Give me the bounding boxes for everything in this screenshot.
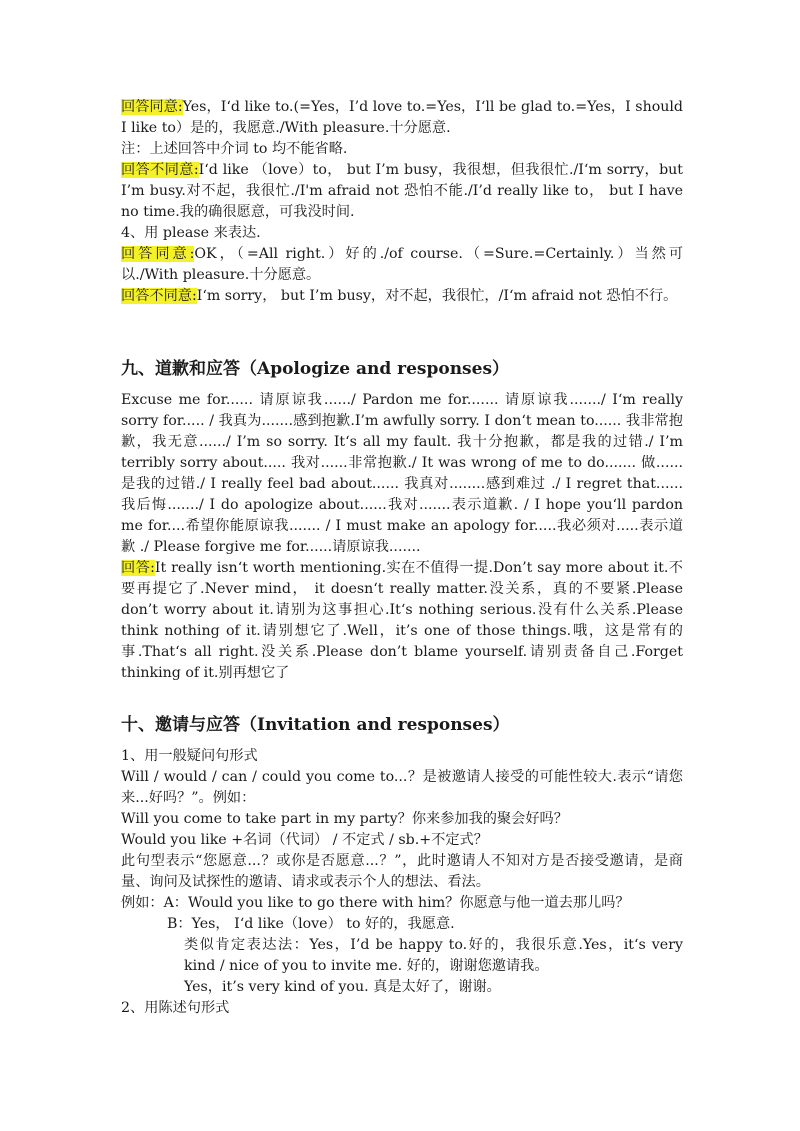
invitation-paragraph-2: 此句型表示“您愿意...？或你是否愿意...？”，此时邀请人不知对方是否接受邀请，是商量、询问及试探性的邀请、请求或表示个人的想法、看法。	[121, 853, 683, 890]
invitation-example-a: 例如：A：Would you like to go there with him？你愿意与他一道去那儿吗？	[121, 895, 630, 911]
item-4-please: 4、用 please 来表达.	[121, 225, 261, 241]
invitation-example-c: Yes，it’s very kind of you. 真是太好了，谢谢。	[184, 979, 501, 995]
agree-text-4: I‘m sorry， but I’m busy，对不起，我很忙，/I‘m afraid not 恐怕不行。	[196, 288, 678, 304]
agree-text-1: Yes，I‘d like to.(=Yes，I’d love to.=Yes，I‘ll be glad to.=Yes，I should I like to）是的，我愿意./With pleasure.十分愿意.	[121, 99, 684, 136]
invitation-item-2: 2、用陈述句形式	[121, 1000, 230, 1016]
section-9-heading: 九、道歉和应答（Apologize and responses）	[121, 359, 510, 379]
agree-note: 注：上述回答中介词 to 均不能省略.	[121, 141, 348, 157]
apology-reply-text: It really isn‘t worth mentioning.实在不值得一提.Don’t say more about it.不要再提它了.Never mind， it doesn‘t really matter.没关系，真的不要紧.Please don’t worry about it.请别为这事担心.It‘s nothing serious.没有什么关系.Please think nothing of it.请别想它了.Well，it’s one of those things.哦，这是常有的事.That‘s all right.没关系.Please don’t blame yourself.请别责备自己.Forget thinking of it.别再想它了	[121, 560, 683, 681]
highlight-refuse-tag: 回答不同意:	[121, 162, 199, 178]
invitation-example-1: Will you come to take part in my party？你来参加我的聚会好吗？	[121, 811, 568, 827]
agree-text-2: I‘d like （love）to， but I’m busy，我很想，但我很忙./I‘m sorry，but I’m busy.对不起，我很忙./I'm afraid not 恐怕不能./I’d really like to， but I have no time.我的确很愿意，可我没时间.	[121, 162, 684, 220]
section-10-heading: 十、邀请与应答（Invitation and responses）	[121, 715, 510, 735]
invitation-item-1: 1、用一般疑问句形式	[121, 748, 258, 764]
invitation-example-2: Would you like +名词（代词） / 不定式 / sb.+不定式？	[121, 832, 488, 848]
agree-paragraph-2	[121, 160, 683, 223]
apology-reply	[121, 558, 683, 684]
agree-paragraph-4	[121, 286, 683, 307]
agree-paragraph-1	[121, 97, 683, 139]
apology-body: Excuse me for...... 请原谅我....../ Pardon me for....... 请原谅我......./ I‘m really sorry for..... / 我真为.......感到抱歉.I’m awfully sorry. I don‘t mean to...... 我非常抱歉，我无意....../ I’m so sorry. It‘s all my fault. 我十分抱歉，都是我的过错./ I’m terribly sorry about..... 我对......非常抱歉./ It was wrong of me to do....... 做......是我的过错./ I really feel bad about...... 我真对........感到难过 ./ I regret that...... 我后悔......./ I do apologize about......我对.......表示道歉. / I hope you‘ll pardon me for....希望你能原谅我....... / I must make an apology for.....我必须对.....表示道歉 ./ Please forgive me for......请原谅我.......	[121, 392, 683, 555]
highlight-refuse-tag-2: 回答不同意:	[121, 288, 197, 304]
agree-paragraph-3	[121, 244, 683, 286]
invitation-example-b: B：Yes， I‘d like（love） to 好的，我愿意.	[167, 916, 455, 932]
agree-text-3: OK，（=All right.）好的./of course.（=Sure.=Certainly.）当然可以./With pleasure.十分愿意。	[121, 246, 684, 283]
highlight-reply-tag: 回答:	[121, 560, 155, 576]
invitation-similar-positive: 类似肯定表达法：Yes，I’d be happy to.好的，我很乐意.Yes，it‘s very kind / nice of you to invite me. 好的，谢谢您邀请我。	[184, 937, 683, 974]
highlight-agree-tag: 回答同意:	[121, 99, 183, 115]
invitation-paragraph-1: Will / would / can / could you come to...？是被邀请人接受的可能性较大.表示“请您来...好吗？”。例如：	[121, 769, 683, 806]
highlight-agree-tag-2: 回答同意:	[121, 246, 195, 262]
